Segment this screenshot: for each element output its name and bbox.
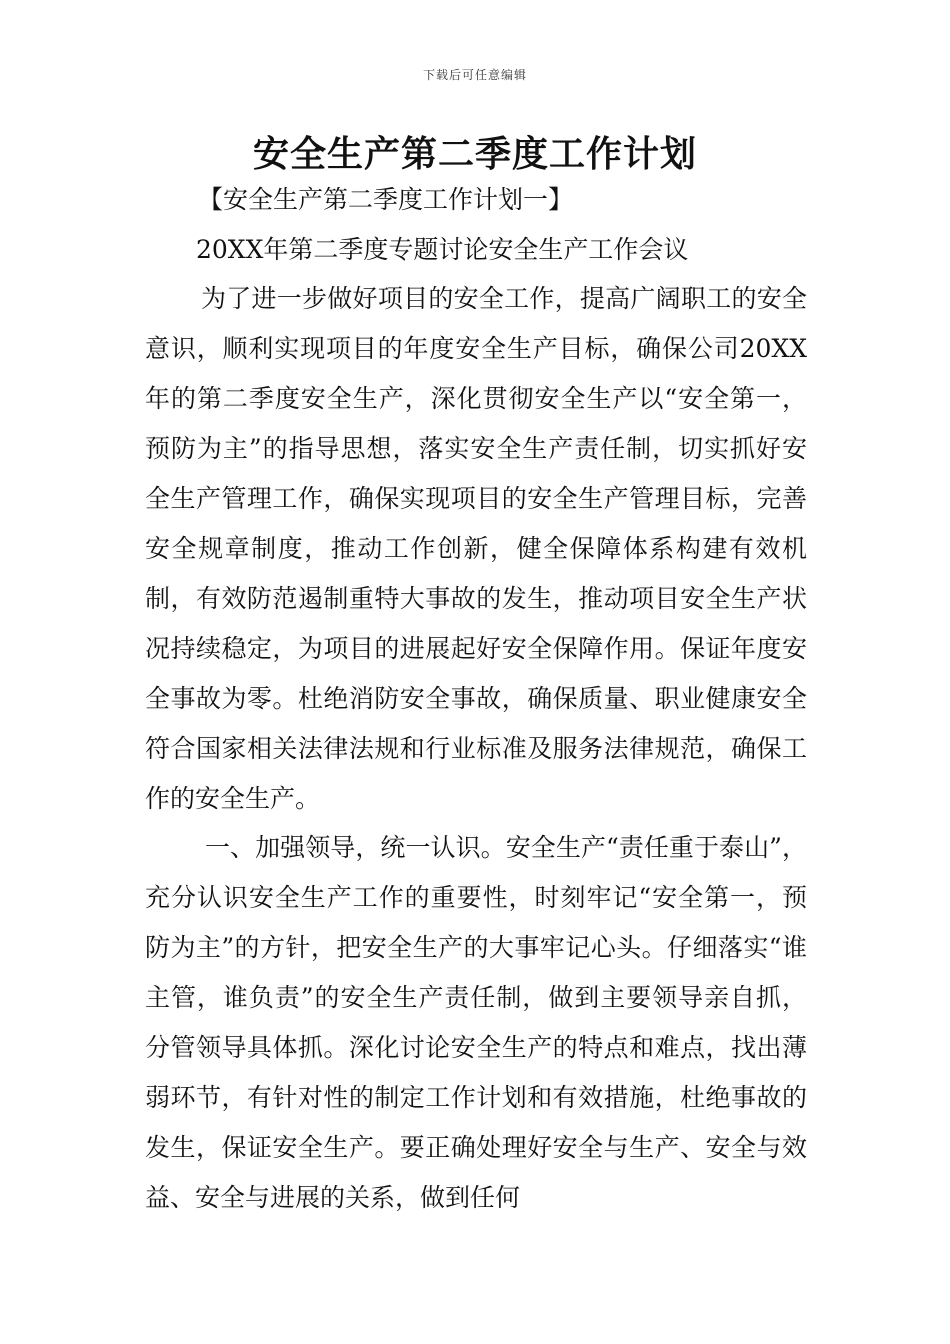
section-heading: 【安全生产第二季度工作计划一】 — [198, 185, 574, 214]
document-title: 安全生产第二季度工作计划 — [252, 134, 697, 175]
paragraph-section-one: 一、加强领导，统一认识。安全生产“责任重于泰山”，充分认识安全生产工作的重要性，时刻牢记“安全第一，预防为主”的方针，把安全生产的大事牢记心头。仔细落实“谁主管，谁负责”的安全生产责任制，做到主要领导亲自抓，分管领导具体抓。深化讨论安全生产的特点和难点，找出薄弱环节，有针对性的制定工作计划和有效措施，杜绝事故的发生，保证安全生产。要正确处理好安全与生产、安全与效益、安全与进展的关系，做到任何 — [145, 833, 807, 1212]
header-note: 下载后可任意编辑 — [422, 68, 527, 82]
paragraph-intro: 为了进一步做好项目的安全工作，提高广阔职工的安全意识，顺利实现项目的年度安全生产目标，确保公司20XX年的第二季度安全生产，深化贯彻安全生产以“安全第一，预防为主”的指导思想，落实安全生产责任制，切实抓好安全生产管理工作，确保实现项目的安全生产管理目标，完善安全规章制度，推动工作创新，健全保障体系构建有效机制，有效防范遏制重特大事故的发生，推动项目安全生产状况持续稳定，为项目的进展起好安全保障作用。保证年度安全事故为零。杜绝消防安全事故，确保质量、职业健康安全符合国家相关法律法规和行业标准及服务法律规范，确保工作的安全生产。 — [145, 284, 807, 813]
meeting-title: 20XX年第二季度专题讨论安全生产工作会议 — [196, 235, 689, 264]
